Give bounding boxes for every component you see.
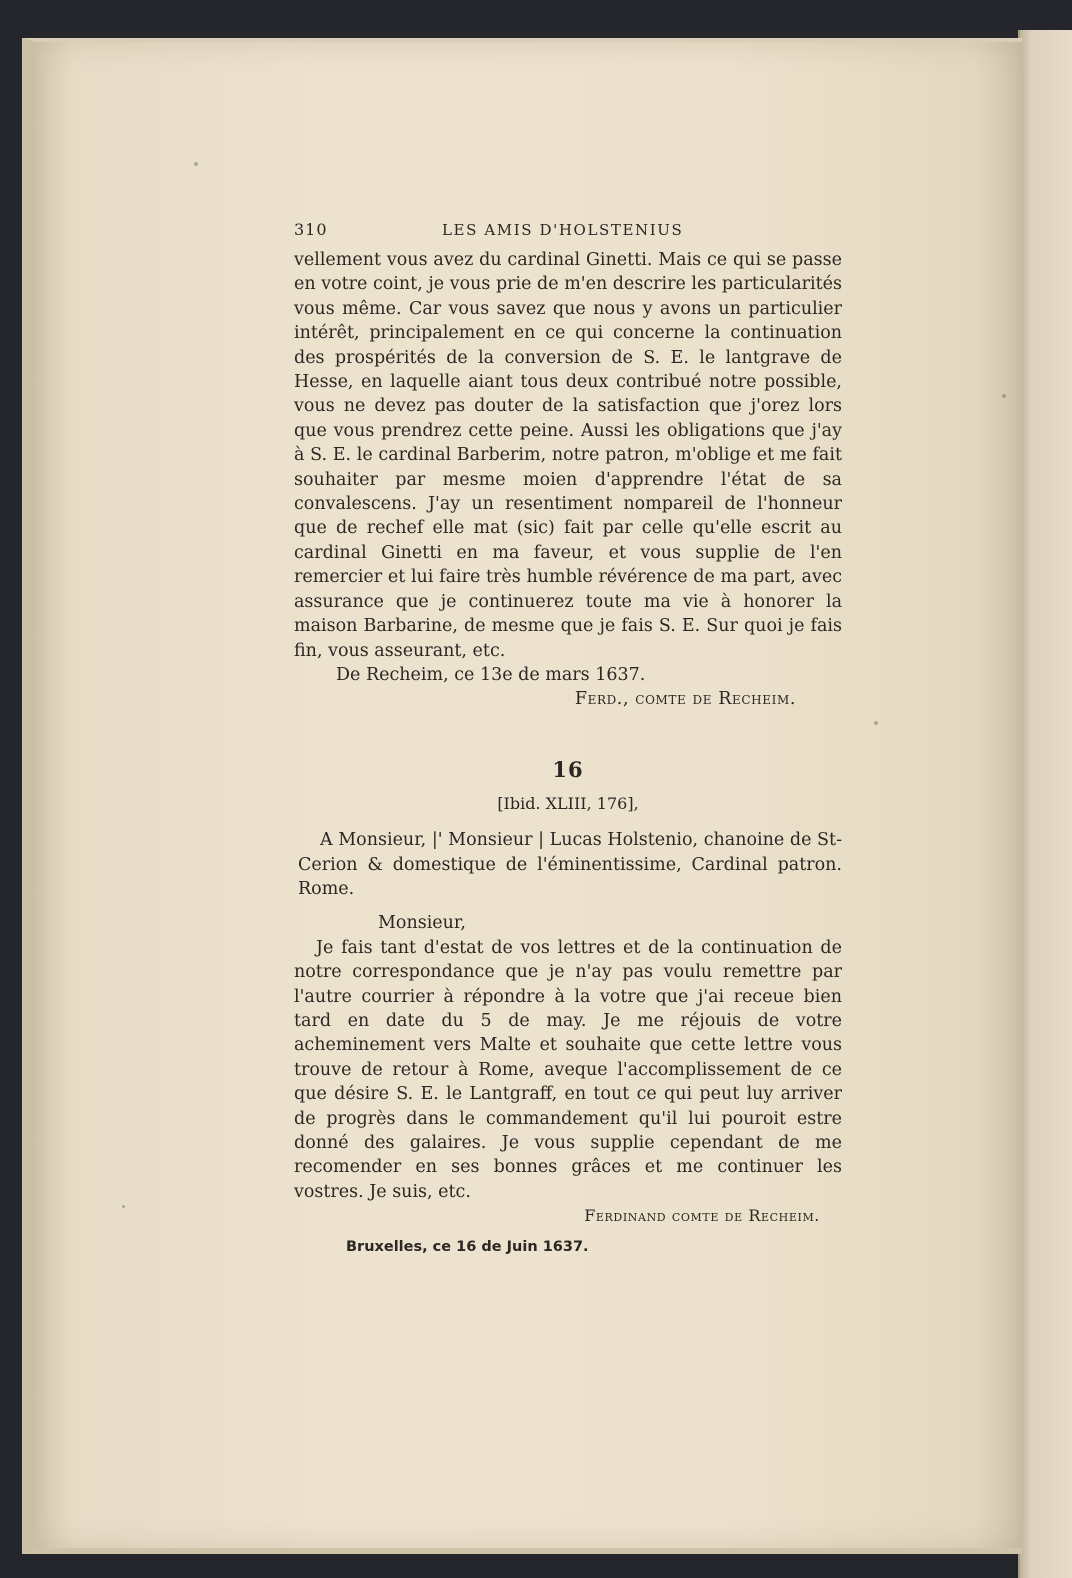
page-text	[294, 218, 842, 1259]
letter-15-signature: Ferd., comte de Recheim.	[574, 689, 796, 710]
paper-spot	[874, 721, 878, 725]
paper-spot	[122, 1205, 125, 1208]
running-title: LES AMIS D'HOLSTENIUS	[442, 221, 684, 239]
letter-16-address: A Monsieur, |' Monsieur | Lucas Holstenio, chanoine de St-Cerion & domestique de l'éminentissime, Cardinal patron. Rome.	[298, 830, 842, 899]
paper-spot	[194, 162, 198, 166]
letter-16-body: Je fais tant d'estat de vos lettres et de la continuation de notre correspondance que je n'ay pas voulu remettre par l'autre courrier à répondre à la votre que j'ai receue bien tard en date du 5 de may. Je me réjouis de votre acheminement vers Malte et souhaite que cette lettre vous trouve de retour à Rome, aveque l'accomplissement de ce que désire S. E. le Lantgraff, en tout ce qui peut luy arriver de progrès dans le commandement qu'il lui pouroit estre donné des galaires. Je vous supplie cependant de me recomender en ses bonnes grâces et me continuer les vostres. Je suis, etc.	[294, 937, 842, 1202]
letter-number: 16	[552, 756, 584, 782]
letter-16-salutation: Monsieur,	[378, 913, 466, 934]
letter-source-reference: [Ibid. XLIII, 176],	[497, 793, 639, 813]
letter-16-dateline: Bruxelles, ce 16 de Juin 1637.	[346, 1238, 589, 1255]
running-head	[294, 218, 842, 248]
adjacent-page-edge	[1018, 30, 1072, 1578]
letter-15-body: vellement vous avez du cardinal Ginetti. Mais ce qui se passe en votre coint, je vous prie de m'en descrire les particularités vous même. Car vous savez que nous y avons un particulier intérêt, principalement en ce qui concerne la continuation des prospérités de la conversion de S. E. le lantgrave de Hesse, en laquelle aiant tous deux contribué notre possible, vous ne devez pas douter de la satisfaction que j'orez lors que vous prendrez cette peine. Aussi les obligations que j'ay à S. E. le cardinal Barberim, notre patron, m'oblige et me fait souhaiter par mesme moien d'apprendre l'état de sa convalescens. J'ay un resentiment nompareil de l'honneur que de rechef elle mat (sic) fait par celle qu'elle escrit au cardinal Ginetti en ma faveur, et vous supplie de l'en remercier et lui faire très humble révérence de ma part, avec assurance que je continuerez toute ma vie à honorer la maison Barbarine, de mesme que je fais S. E. Sur quoi je fais fin, vous asseurant, etc.	[294, 250, 842, 661]
letter-15-dateline: De Recheim, ce 13e de mars 1637.	[336, 664, 646, 685]
letter-16-signature: Ferdinand comte de Recheim.	[584, 1206, 820, 1226]
paper-spot	[1002, 394, 1006, 398]
page-number: 310	[294, 220, 328, 239]
